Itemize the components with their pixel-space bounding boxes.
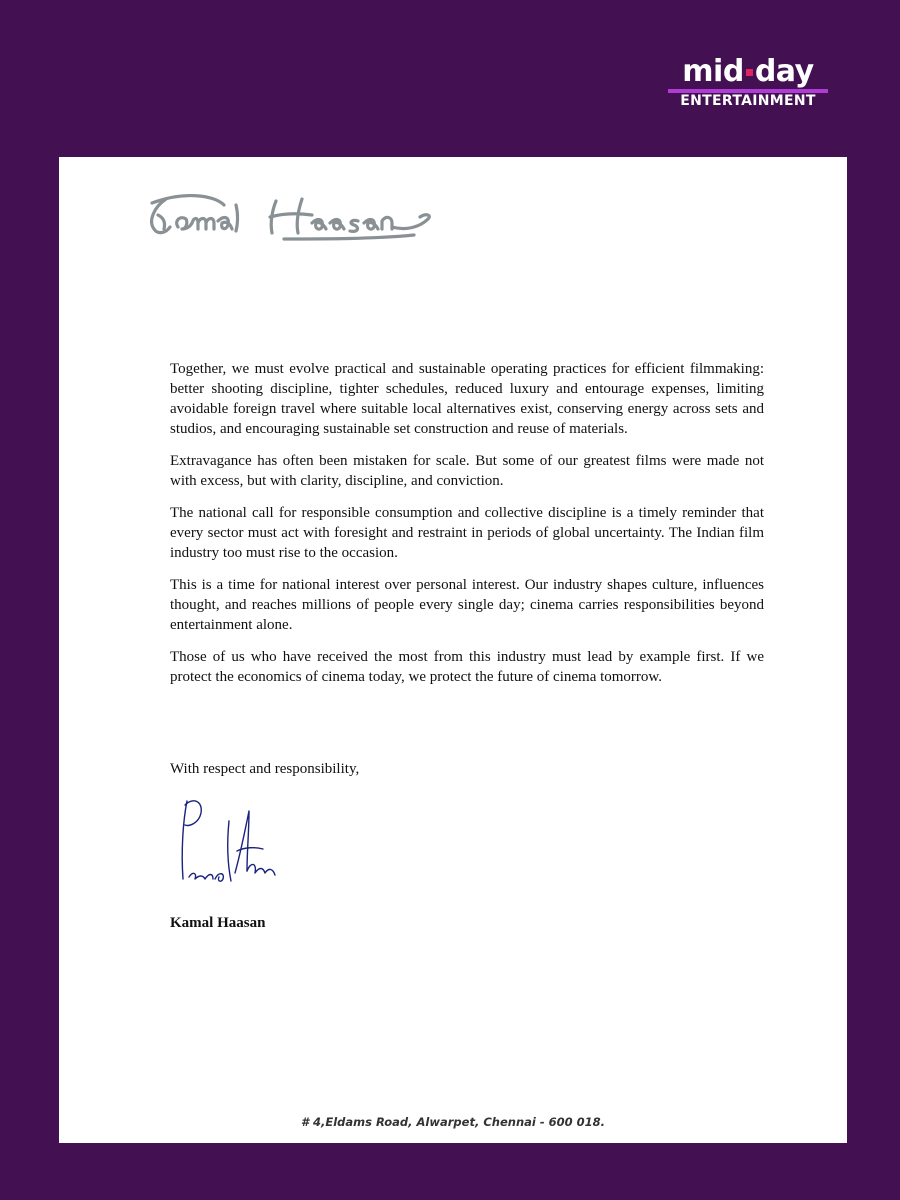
letter-closing: With respect and responsibility, xyxy=(170,761,360,777)
handwritten-signature xyxy=(175,791,285,891)
letter-paragraph: This is a time for national interest over personal interest. Our industry shapes culture, influences thought, and reaches millions of people every single day; cinema carries responsibilities beyond entertainment alone. xyxy=(170,577,764,633)
logo-word-mid: mid xyxy=(682,54,744,89)
midday-entertainment-logo xyxy=(662,56,834,108)
letter-paragraph: Extravagance has often been mistaken for scale. But some of our greatest films were made not with excess, but with clarity, discipline, and conviction. xyxy=(170,453,764,489)
footer-address: # 4,Eldams Road, Alwarpet, Chennai - 600 018. xyxy=(300,1115,605,1129)
signer-name: Kamal Haasan xyxy=(170,915,266,931)
letter-paragraph: Those of us who have received the most from this industry must lead by example first. If we protect the economics of cinema today, we protect the future of cinema tomorrow. xyxy=(170,649,764,685)
logo-wordmark xyxy=(662,56,834,88)
logo-dot-icon xyxy=(746,69,753,76)
letter-page xyxy=(59,157,847,1143)
letter-body xyxy=(170,359,764,699)
logo-word-day: day xyxy=(754,54,814,89)
logo-subtitle: ENTERTAINMENT xyxy=(680,93,816,109)
letterhead-script-logo xyxy=(144,177,444,247)
letter-paragraph: The national call for responsible consumption and collective discipline is a timely reminder that every sector must act with foresight and restraint in periods of global uncertainty. The Indian film industry too must rise to the occasion. xyxy=(170,505,764,561)
letter-paragraph: Together, we must evolve practical and sustainable operating practices for efficient filmmaking: better shooting discipline, tighter schedules, reduced luxury and entourage expenses, limiting avoidable foreign travel where suitable local alternatives exist, conserving energy across sets and studios, and encouraging sustainable set construction and reuse of materials. xyxy=(170,361,764,437)
